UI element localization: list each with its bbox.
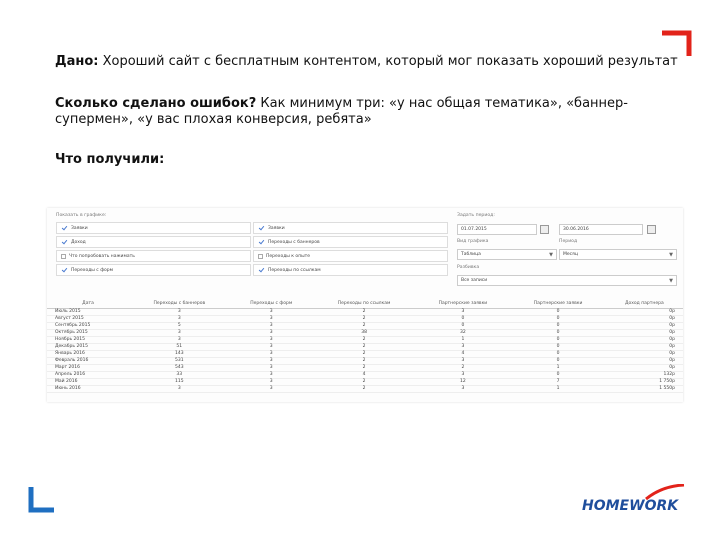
errors-line-2: супермен», «у вас плохая конверсия, ребята»: [55, 112, 372, 127]
table-cell: 3: [415, 308, 510, 315]
table-cell: 3: [129, 315, 230, 322]
date-from-field[interactable]: 01.07.2015: [457, 224, 537, 235]
table-cell: 4: [415, 350, 510, 357]
table-cell: 1 750р: [606, 378, 683, 385]
table-cell: 3: [415, 357, 510, 364]
table-cell: Июль 2015: [47, 308, 129, 315]
table-cell: 531: [129, 357, 230, 364]
table-cell: 4: [313, 371, 415, 378]
chart-option-label: Переходы по ссылкам: [268, 267, 321, 273]
table-cell: 3: [230, 343, 313, 350]
table-cell: 3: [230, 315, 313, 322]
checkmark-icon[interactable]: [258, 225, 265, 231]
table-cell: 2: [313, 336, 415, 343]
chart-options-row: [56, 236, 448, 250]
table-cell: Февраль 2016: [47, 357, 129, 364]
table-cell: 0р: [606, 357, 683, 364]
column-header[interactable]: Переходы с баннеров: [129, 300, 230, 308]
table-cell: 1: [415, 336, 510, 343]
table-cell: 3: [415, 343, 510, 350]
table-cell: 0р: [606, 336, 683, 343]
calendar-icon[interactable]: [647, 225, 656, 234]
table-cell: 0: [511, 336, 606, 343]
table-cell: 3: [230, 357, 313, 364]
table-cell: 3: [415, 385, 510, 392]
table-cell: 1: [511, 385, 606, 392]
table-row: [47, 350, 683, 357]
table-cell: 2: [313, 385, 415, 392]
table-cell: 0: [511, 315, 606, 322]
checkbox-empty[interactable]: [61, 254, 66, 259]
result-line: [55, 150, 164, 170]
table-cell: 2: [313, 364, 415, 371]
extra-select-value: Все записи: [461, 278, 488, 283]
chart-options-row: [56, 250, 448, 264]
chart-options-grid: [56, 222, 448, 278]
chart-option[interactable]: [56, 264, 251, 276]
chart-option[interactable]: [56, 250, 251, 262]
table-cell: 143: [129, 350, 230, 357]
chart-option[interactable]: [253, 250, 448, 262]
checkmark-icon[interactable]: [61, 239, 68, 245]
table-cell: 3: [129, 329, 230, 336]
table-cell: 0р: [606, 308, 683, 315]
table-cell: 2: [313, 343, 415, 350]
errors-label: Сколько сделано ошибок?: [55, 96, 257, 111]
chart-option-label: Заявки: [268, 225, 285, 231]
table-cell: Октябрь 2015: [47, 329, 129, 336]
table-cell: 5: [129, 322, 230, 329]
table-cell: 3: [230, 378, 313, 385]
table-row: [47, 308, 683, 315]
chart-option-label: Доход: [71, 239, 86, 245]
table-row: [47, 336, 683, 343]
view-label: Вид графика: [457, 239, 489, 244]
table-cell: 3: [230, 371, 313, 378]
period-label: Задать период:: [457, 213, 495, 218]
table-cell: Декабрь 2015: [47, 343, 129, 350]
table-cell: Май 2016: [47, 378, 129, 385]
chevron-down-icon: ▼: [669, 278, 673, 284]
table-cell: 51: [129, 343, 230, 350]
table-cell: Апрель 2016: [47, 371, 129, 378]
table-row: [47, 371, 683, 378]
table-cell: 2: [313, 308, 415, 315]
table-row: [47, 343, 683, 350]
group-select-value: Месяц: [563, 252, 578, 257]
view-select-value: Таблица: [461, 252, 481, 257]
checkmark-icon[interactable]: [61, 225, 68, 231]
chart-options-row: [56, 264, 448, 278]
table-cell: 0р: [606, 364, 683, 371]
table-cell: 0: [511, 357, 606, 364]
table-cell: 543: [129, 364, 230, 371]
table-cell: 33: [129, 371, 230, 378]
group-label: Период: [559, 239, 578, 244]
table-cell: 0: [511, 322, 606, 329]
table-cell: 3: [230, 308, 313, 315]
column-header[interactable]: Партнерские заявки: [511, 300, 606, 308]
errors-text: Как минимум три: «у нас общая тематика», «баннер-: [256, 96, 628, 111]
show-on-chart-label: Показать в графике:: [56, 213, 107, 218]
table-cell: 0: [511, 308, 606, 315]
checkmark-icon[interactable]: [258, 267, 265, 273]
table-row: [47, 385, 683, 392]
chart-option-label: Переходы с баннеров: [268, 239, 320, 245]
table-cell: Сентябрь 2015: [47, 322, 129, 329]
chart-option-label: Переходы с форм: [71, 267, 114, 273]
table-cell: 38: [313, 329, 415, 336]
table-cell: 2: [313, 378, 415, 385]
table-cell: 0р: [606, 322, 683, 329]
result-label: Что получили:: [55, 152, 165, 167]
table-cell: 2: [313, 322, 415, 329]
table-cell: 3: [230, 322, 313, 329]
table-cell: 3: [230, 350, 313, 357]
chart-option[interactable]: [253, 236, 448, 248]
logo-text: [582, 498, 678, 514]
table-cell: 3: [230, 385, 313, 392]
table-cell: 2: [313, 315, 415, 322]
table-cell: 115: [129, 378, 230, 385]
table-cell: 3: [230, 364, 313, 371]
group-select[interactable]: [559, 249, 677, 260]
table-cell: 1: [511, 364, 606, 371]
table-cell: Июнь 2016: [47, 385, 129, 392]
table-cell: 3: [230, 336, 313, 343]
table-cell: 0р: [606, 350, 683, 357]
chart-options-row: [56, 222, 448, 236]
chart-option-label: Заявки: [71, 225, 88, 231]
table-cell: 3: [230, 329, 313, 336]
table-cell: 0р: [606, 329, 683, 336]
table-row: [47, 378, 683, 385]
given-line: [55, 52, 678, 72]
chart-option[interactable]: [253, 264, 448, 276]
table-cell: Январь 2016: [47, 350, 129, 357]
table-row: [47, 315, 683, 322]
chart-option-label: Что попробовать нажимать: [69, 253, 135, 259]
checkmark-icon[interactable]: [258, 239, 265, 245]
table-cell: 0: [415, 315, 510, 322]
table-cell: 0р: [606, 315, 683, 322]
chevron-down-icon: ▼: [669, 252, 673, 258]
table-row: [47, 364, 683, 371]
view-select[interactable]: [457, 249, 557, 260]
table-cell: 0: [415, 322, 510, 329]
table-row: [47, 329, 683, 336]
table-cell: Март 2016: [47, 364, 129, 371]
table-cell: 0: [511, 350, 606, 357]
logo-home: HOME: [582, 498, 630, 514]
chart-option[interactable]: [56, 222, 251, 234]
table-cell: 2: [415, 364, 510, 371]
table-cell: 3: [129, 385, 230, 392]
table-cell: 0: [511, 371, 606, 378]
date-to-field[interactable]: 30.06.2016: [559, 224, 643, 235]
given-text: Хороший сайт с бесплатным контентом, который мог показать хороший результат: [98, 54, 678, 69]
extra-select[interactable]: [457, 275, 677, 286]
table-cell: 7: [511, 378, 606, 385]
table-row: [47, 322, 683, 329]
corner-bracket-bottom-left: [28, 487, 54, 513]
calendar-icon[interactable]: [540, 225, 549, 234]
table-cell: 12: [415, 378, 510, 385]
chart-option[interactable]: [56, 236, 251, 248]
chart-option[interactable]: [253, 222, 448, 234]
homework-logo: [582, 484, 692, 518]
checkmark-icon[interactable]: [61, 267, 68, 273]
table-cell: 0: [511, 343, 606, 350]
column-header[interactable]: Партнерские заявки: [415, 300, 510, 308]
logo-work: WORK: [629, 498, 679, 514]
table-cell: 3: [129, 336, 230, 343]
given-label: Дано:: [55, 54, 99, 69]
table-row: [47, 357, 683, 364]
table-cell: Август 2015: [47, 315, 129, 322]
chart-option-label: Переходы к опыте: [266, 253, 311, 259]
table-cell: Ноябрь 2015: [47, 336, 129, 343]
table-cell: 2: [313, 350, 415, 357]
chevron-down-icon: ▼: [549, 252, 553, 258]
column-header[interactable]: Доход партнера: [606, 300, 683, 308]
column-header[interactable]: Дата: [47, 300, 129, 308]
table-cell: 132р: [606, 371, 683, 378]
column-header[interactable]: Переходы по ссылкам: [313, 300, 415, 308]
statistics-screenshot: [47, 208, 683, 402]
column-header[interactable]: Переходы с форм: [230, 300, 313, 308]
extra-label: Разбивка: [457, 265, 480, 270]
table-cell: 3: [415, 371, 510, 378]
table-cell: 1 550р: [606, 385, 683, 392]
table-cell: 2: [313, 357, 415, 364]
table-cell: 32: [415, 329, 510, 336]
statistics-table: [47, 300, 683, 393]
checkbox-empty[interactable]: [258, 254, 263, 259]
table-cell: 0р: [606, 343, 683, 350]
table-cell: 0: [511, 329, 606, 336]
table-cell: 3: [129, 308, 230, 315]
